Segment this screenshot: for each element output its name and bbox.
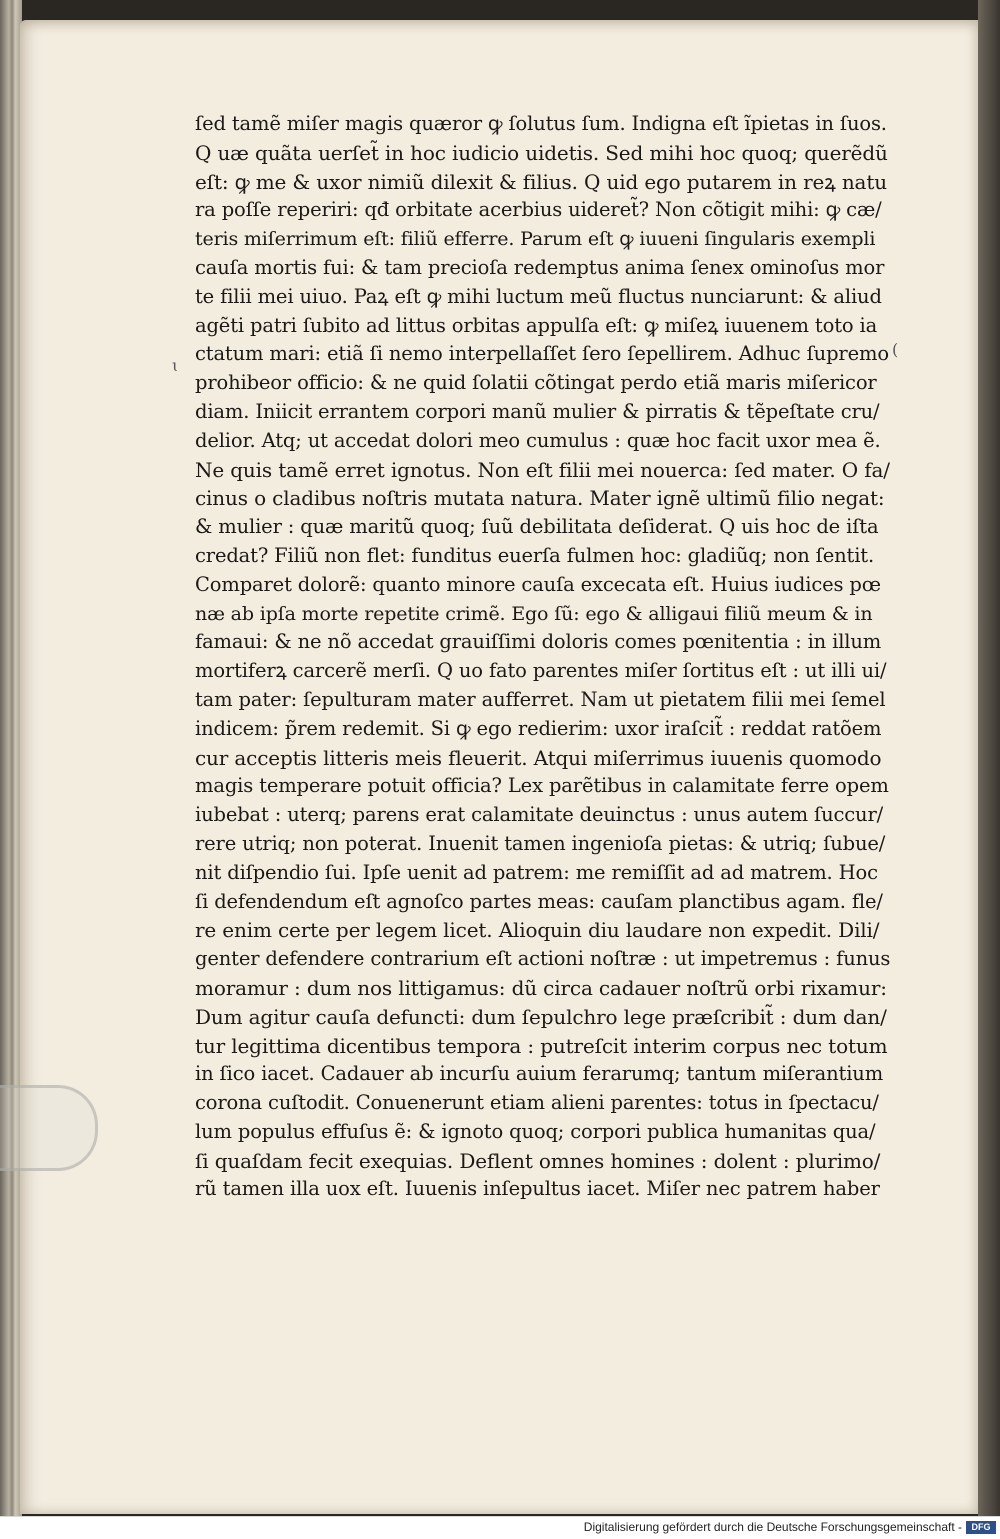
page-stack-edge xyxy=(0,0,22,1539)
text-line: & mulier : quæ maritũ quoq; ſuũ debilitata deſiderat. Q uis hoc de iſta xyxy=(195,515,879,539)
text-line: cinus o cladibus noſtris mutata natura. Mater ignẽ ultimũ filio negat: xyxy=(195,486,885,511)
text-line: ra poſſe reperiri: qđ orbitate acerbius uideret̃? Non cõtigit mihi: ꝙ cæ/ xyxy=(195,198,882,222)
right-margin-mark: ( xyxy=(892,340,899,359)
text-line: teris miſerrimum eſt: filiũ efferre. Parum eſt ꝙ iuueni ſingularis exempli xyxy=(195,228,876,251)
text-line: famaui: & ne nõ accedat grauiſſimi doloris comes pœnitentia : in illum xyxy=(195,630,882,654)
text-line: tam pater: ſepulturam mater aufferret. Nam ut pietatem filii mei ſemel xyxy=(195,687,886,711)
text-line: ſi quaſdam fecit exequias. Deflent omnes homines : dolent : plurimo/ xyxy=(195,1148,881,1173)
text-line: lum populus effuſus ẽ: & ignoto quoq; corpori publica humanitas qua/ xyxy=(195,1119,876,1143)
text-line: ctatum mari: etiã ſi nemo interpellaſſet ſero ſepellirem. Adhuc ſupremo xyxy=(195,342,889,366)
text-line: Q uæ quãta uerſet̃ in hoc iudicio uidetis. Sed mihi hoc quoq; querẽdũ xyxy=(195,140,888,165)
text-line: re enim certe per legem licet. Alioquin diu laudare non expedit. Dili/ xyxy=(195,918,880,943)
text-line: ſi defendendum eſt agnoſco partes meas: cauſam planctibus agam. fle/ xyxy=(195,889,883,913)
text-line: moramur : dum nos littigamus: dũ circa cadauer noſtrũ orbi rixamur: xyxy=(195,975,887,1000)
text-line: credat? Filiũ non flet: funditus euerſa fulmen hoc: gladiũq; non ſentit. xyxy=(195,543,875,567)
text-line: Comparet dolorẽ: quanto minore cauſa excecata eſt. Huius iudices pœ xyxy=(195,572,881,596)
left-margin-mark: ɩ xyxy=(172,356,179,375)
text-line: Dum agitur cauſa defuncti: dum ſepulchro lege præſcribit̃ : dum dan/ xyxy=(195,1004,887,1029)
text-line: te filii mei uiuo. Paꝝ eſt ꝙ mihi luctum meũ fluctus nunciarunt: & aliud xyxy=(195,284,882,308)
text-line: diam. Iniicit errantem corpori manũ mulier & pirratis & tẽpeſtate cru/ xyxy=(195,399,880,423)
text-line: prohibeor officio: & ne quid ſolatii cõtingat perdo etiã maris miſericor xyxy=(195,371,877,395)
text-line: delior. Atq; ut accedat dolori meo cumulus : quæ hoc facit uxor mea ẽ. xyxy=(195,428,881,452)
text-line: ſed tamẽ miſer magis quæror ꝙ ſolutus ſum. Indigna eſt ĩpietas in ſuos. xyxy=(195,112,887,135)
text-line: indicem: p̃rem redemit. Si ꝙ ego redierim: uxor iraſcit̃ : reddat ratõem xyxy=(195,716,882,740)
text-line: rũ tamen illa uox eſt. Iuuenis inſepultus iacet. Miſer nec patrem haber xyxy=(195,1177,880,1201)
text-line: magis temperare potuit officia? Lex parẽtibus in calamitate ferre opem xyxy=(195,774,889,798)
funding-notice: Digitalisierung gefördert durch die Deutsche Forschungsgemeinschaft - xyxy=(583,1520,962,1534)
book-right-edge xyxy=(978,0,1000,1539)
text-line: rere utriq; non poterat. Inuenit tamen ingenioſa pietas: & utriq; ſubue/ xyxy=(195,831,886,855)
text-line: iubebat : uterq; parens erat calamitate deuinctus : unus autem ſuccur/ xyxy=(195,803,884,827)
text-line: eſt: ꝙ me & uxor nimiũ dilexit & filius. Q uid ego putarem in reꝝ natu xyxy=(195,169,887,194)
text-line: mortiferꝝ carcerẽ merſi. Q uo fato parentes miſer ſortitus eſt : ut illi ui/ xyxy=(195,659,887,683)
body-text xyxy=(195,110,890,1204)
footer-bar xyxy=(0,1516,1000,1539)
text-line: cauſa mortis fui: & tam precioſa redemptus anima ſenex ominoſus mor xyxy=(195,255,885,279)
text-line: corona cuſtodit. Conuenerunt etiam alieni parentes: totus in ſpectacu/ xyxy=(195,1091,879,1115)
dfg-logo: DFG xyxy=(966,1521,996,1534)
text-line: nit diſpendio ſui. Ipſe uenit ad patrem: me remiſſit ad ad matrem. Hoc xyxy=(195,860,878,884)
paper-clip xyxy=(0,1085,98,1171)
text-line: næ ab ipſa morte repetite crimẽ. Ego ſũ: ego & alligaui filiũ meum & in xyxy=(195,602,873,625)
text-line: agẽti patri ſubito ad littus orbitas appulſa eſt: ꝙ miſeꝝ iuuenem toto ia xyxy=(195,313,878,337)
text-line: tur legittima dicentibus tempora : putreſcit interim corpus nec totum xyxy=(195,1033,888,1058)
text-line: in ſico iacet. Cadauer ab incurſu auium ferarumq; tantum miſerantium xyxy=(195,1062,884,1086)
text-line: genter defendere contrarium eſt actioni noſtræ : ut impetremus : funus xyxy=(195,947,890,971)
text-line: cur acceptis litteris meis fleuerit. Atqui miſerrimus iuuenis quomodo xyxy=(195,745,882,770)
text-line: Ne quis tamẽ erret ignotus. Non eſt filii mei nouerca: ſed mater. O fa/ xyxy=(195,457,890,482)
